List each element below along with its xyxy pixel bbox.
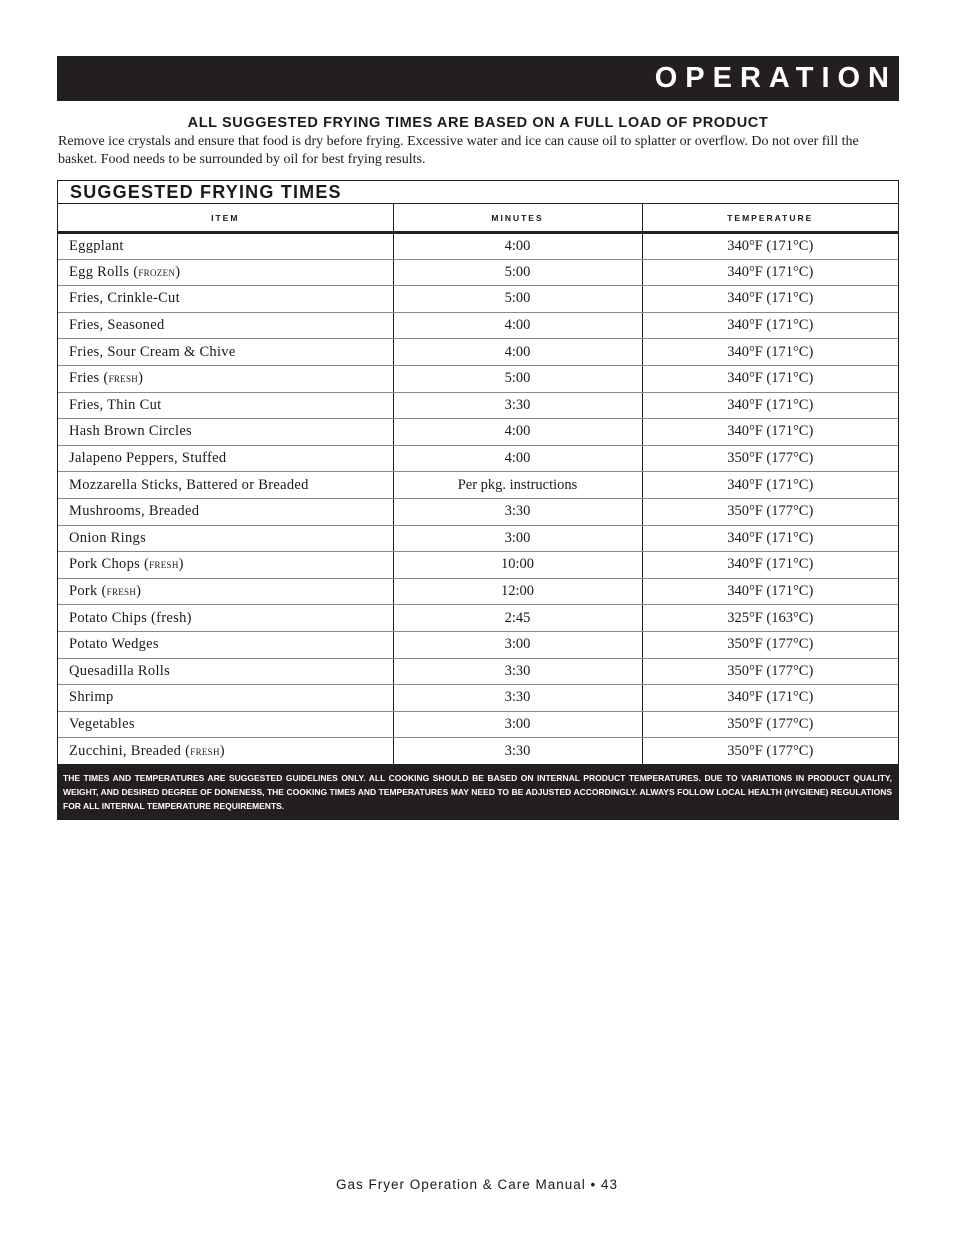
column-header-item: ITEM: [58, 204, 393, 233]
cell-item: [58, 631, 393, 658]
table-row: [58, 498, 898, 525]
section-header-bar: [57, 56, 899, 101]
item-name: Fries, Sour Cream & Chive: [69, 343, 236, 360]
item-name: Pork: [69, 583, 98, 600]
cell-item: [58, 711, 393, 738]
cell-item: [58, 498, 393, 525]
table-row: [58, 419, 898, 446]
cell-item: [58, 312, 393, 339]
item-name: Vegetables: [69, 715, 135, 732]
cell-temperature: 340°F (171°C): [642, 365, 898, 392]
cell-item: Egg Rolls (frozen): [58, 259, 393, 286]
item-qualifier: fresh: [149, 557, 179, 572]
item-name: Shrimp: [69, 689, 114, 706]
cell-item: [58, 658, 393, 685]
table-row: [58, 552, 898, 579]
cell-item: [58, 392, 393, 419]
table-row: [58, 525, 898, 552]
item-name: Potato Chips (fresh): [69, 609, 192, 626]
cell-temperature: 340°F (171°C): [642, 339, 898, 366]
cell-temperature: 340°F (171°C): [642, 685, 898, 712]
item-name: Onion Rings: [69, 529, 147, 546]
item-name: Hash Brown Circles: [69, 423, 192, 440]
table-row: [58, 312, 898, 339]
cell-minutes: 4:00: [393, 233, 642, 260]
cell-item: Fries (fresh): [58, 365, 393, 392]
cell-item: [58, 286, 393, 313]
item-name: Fries, Thin Cut: [69, 396, 162, 413]
table-row: [58, 685, 898, 712]
item-name: Pork Chops: [69, 556, 141, 573]
cell-item: [58, 685, 393, 712]
table-row: [58, 658, 898, 685]
item-name: Fries, Seasoned: [69, 317, 165, 334]
item-name: Egg Rolls: [69, 263, 130, 280]
item-name: Eggplant: [69, 237, 124, 254]
item-name: Zucchini, Breaded: [69, 742, 182, 759]
cell-minutes: 4:00: [393, 312, 642, 339]
table-row: [58, 738, 898, 765]
frying-times-table: [57, 180, 899, 820]
item-name: Mozzarella Sticks, Battered or Breaded: [69, 476, 309, 493]
item-qualifier: fresh: [190, 743, 220, 758]
table-title: SUGGESTED FRYING TIMES: [58, 181, 898, 204]
item-name: Potato Wedges: [69, 636, 159, 653]
cell-temperature: 340°F (171°C): [642, 472, 898, 499]
cell-item: [58, 233, 393, 260]
cell-minutes: 2:45: [393, 605, 642, 632]
cell-minutes: 5:00: [393, 286, 642, 313]
table-row: [58, 259, 898, 286]
cell-temperature: 340°F (171°C): [642, 552, 898, 579]
item-qualifier: fresh: [108, 371, 139, 386]
cell-minutes: 3:30: [393, 658, 642, 685]
cell-minutes: 4:00: [393, 445, 642, 472]
subheading: ALL SUGGESTED FRYING TIMES ARE BASED ON A FULL LOAD OF PRODUCT: [187, 115, 769, 131]
item-name: Quesadilla Rolls: [69, 662, 171, 679]
cell-minutes: 4:00: [393, 419, 642, 446]
table-row: [58, 392, 898, 419]
table-row: [58, 339, 898, 366]
cell-item: [58, 525, 393, 552]
cell-minutes: 4:00: [393, 339, 642, 366]
cell-temperature: 340°F (171°C): [642, 233, 898, 260]
page-footer: Gas Fryer Operation & Care Manual • 43: [335, 1177, 619, 1192]
cell-item: [58, 419, 393, 446]
table-row: [58, 445, 898, 472]
cell-temperature: 325°F (163°C): [642, 605, 898, 632]
cell-minutes: 3:00: [393, 711, 642, 738]
column-header-temperature: TEMPERATURE: [642, 204, 898, 233]
cell-item: Pork Chops (fresh): [58, 552, 393, 579]
item-name: Fries: [69, 370, 100, 387]
column-header-minutes: MINUTES: [393, 204, 642, 233]
cell-minutes: 3:30: [393, 738, 642, 765]
cell-temperature: 340°F (171°C): [642, 578, 898, 605]
cell-item: Zucchini, Breaded (fresh): [58, 738, 393, 765]
cell-item: [58, 605, 393, 632]
section-title: OPERATION: [654, 62, 897, 94]
cell-temperature: 350°F (177°C): [642, 445, 898, 472]
cell-item: [58, 472, 393, 499]
cell-temperature: 350°F (177°C): [727, 742, 814, 759]
cell-minutes: 3:00: [393, 631, 642, 658]
cell-minutes: Per pkg. instructions: [393, 472, 642, 499]
cell-minutes: 3:00: [393, 525, 642, 552]
cell-temperature: 340°F (171°C): [642, 286, 898, 313]
item-name: Mushrooms, Breaded: [69, 503, 200, 520]
table-body: [58, 233, 898, 765]
item-qualifier: frozen: [138, 264, 176, 279]
table-row: [58, 631, 898, 658]
cell-temperature: 340°F (171°C): [642, 312, 898, 339]
table-header-row: [58, 204, 898, 233]
cell-minutes: 3:30: [393, 498, 642, 525]
cell-minutes: 3:30: [393, 685, 642, 712]
cell-minutes: 3:30: [393, 392, 642, 419]
table-row: [58, 286, 898, 313]
table-row: [58, 365, 898, 392]
cell-temperature: 340°F (171°C): [642, 392, 898, 419]
cell-temperature: 350°F (177°C): [642, 658, 898, 685]
table-row: [58, 711, 898, 738]
table-row: [58, 233, 898, 260]
cell-temperature: 350°F (177°C): [642, 631, 898, 658]
item-name: Fries, Crinkle-Cut: [69, 290, 180, 307]
cell-temperature: 340°F (171°C): [642, 259, 898, 286]
cell-minutes: 10:00: [393, 552, 642, 579]
table-row: [58, 605, 898, 632]
item-qualifier: fresh: [106, 584, 137, 599]
cell-item: Pork (fresh): [58, 578, 393, 605]
cell-item: [58, 445, 393, 472]
cell-temperature: 340°F (171°C): [642, 525, 898, 552]
item-name: Jalapeno Peppers, Stuffed: [69, 450, 227, 467]
table-row: [58, 578, 898, 605]
cell-minutes: 12:00: [393, 578, 642, 605]
cell-item: [58, 339, 393, 366]
cell-minutes: 5:00: [393, 365, 642, 392]
cell-temperature: 340°F (171°C): [642, 419, 898, 446]
cell-minutes: 5:00: [393, 259, 642, 286]
cell-temperature: 350°F (177°C): [642, 711, 898, 738]
table-footnote: THE TIMES AND TEMPERATURES ARE SUGGESTED GUIDELINES ONLY. ALL COOKING SHOULD BE BASED ON INTERNAL PRODUCT TEMPERATURES. DUE TO VARIATIONS IN PRODUCT QUALITY, WEIGHT, AND DESIRED DEGREE OF DONENESS, THE COOKING TIMES AND TEMPERATURES MAY NEED TO BE ADJUSTED ACCORDINGLY. ALWAYS FOLLOW LOCAL HEALTH (HYGIENE) REGULATIONS FOR ALL INTERNAL TEMPERATURE REQUIREMENTS.: [58, 764, 898, 819]
intro-paragraph: Remove ice crystals and ensure that food is dry before frying. Excessive water and ice can cause oil to splatter or overflow. Do not over fill the basket. Food needs to be surrounded by oil for best frying results.: [58, 134, 859, 167]
cell-temperature: 350°F (177°C): [642, 498, 898, 525]
table-row: [58, 472, 898, 499]
frying-times-grid: [58, 204, 898, 764]
